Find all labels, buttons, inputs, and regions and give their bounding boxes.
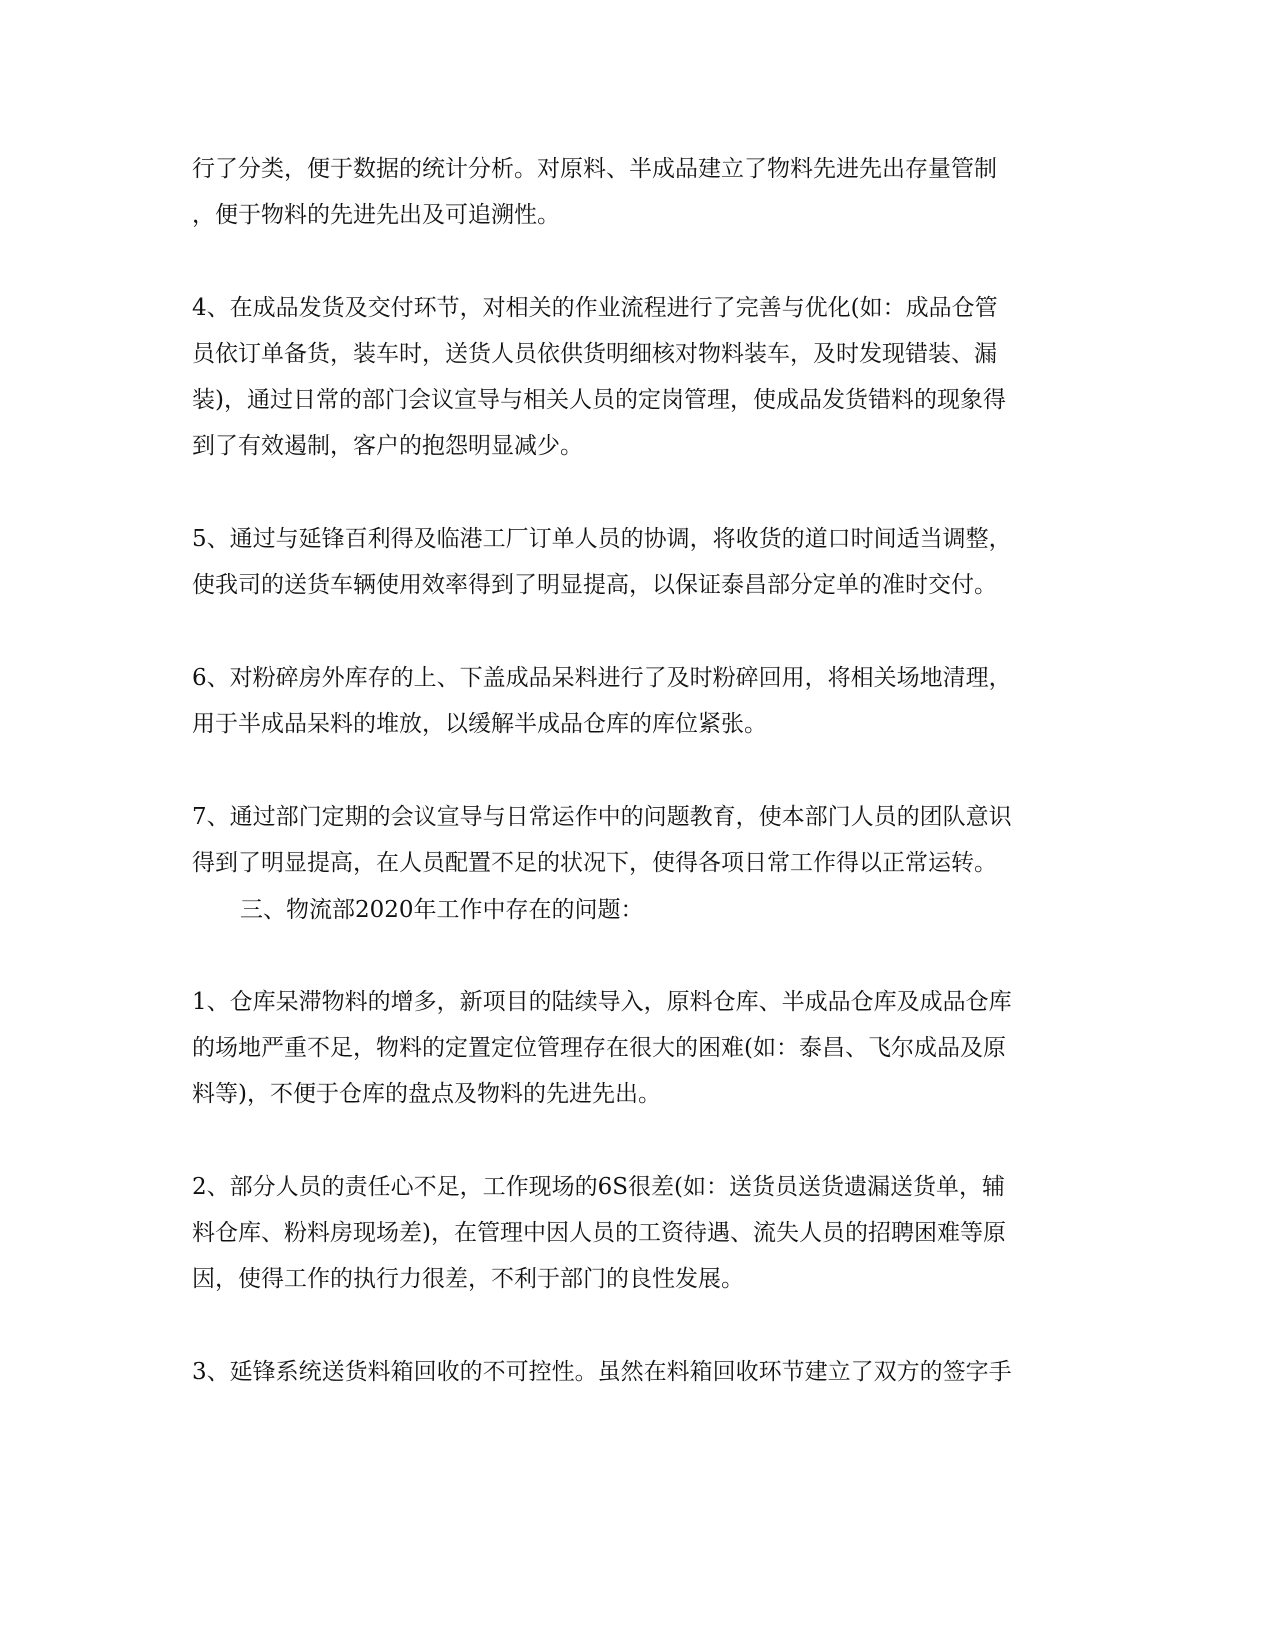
paragraph-line: 料仓库、粉料房现场差)，在管理中因人员的工资待遇、流失人员的招聘困难等原 [192, 1220, 1006, 1246]
paragraph-line: 因，使得工作的执行力很差，不利于部门的良性发展。 [192, 1266, 744, 1292]
paragraph-line: 到了有效遏制，客户的抱怨明显减少。 [192, 433, 583, 459]
paragraph-line: 装)，通过日常的部门会议宣导与相关人员的定岗管理，使成品发货错料的现象得 [192, 387, 1006, 413]
paragraph-line: 4、在成品发货及交付环节，对相关的作业流程进行了完善与优化(如：成品仓管 [192, 295, 998, 321]
paragraph-line: 使我司的送货车辆使用效率得到了明显提高，以保证泰昌部分定单的准时交付。 [192, 572, 997, 598]
paragraph-line: 料等)，不便于仓库的盘点及物料的先进先出。 [192, 1081, 661, 1107]
paragraph-line: ，便于物料的先进先出及可追溯性。 [192, 202, 560, 228]
paragraph-line: 7、通过部门定期的会议宣导与日常运作中的问题教育，使本部门人员的团队意识 [192, 804, 1012, 830]
paragraph-line: 的场地严重不足，物料的定置定位管理存在很大的困难(如：泰昌、飞尔成品及原 [192, 1035, 1006, 1061]
paragraph-line: 1、仓库呆滞物料的增多，新项目的陆续导入，原料仓库、半成品仓库及成品仓库 [192, 989, 1012, 1015]
paragraph-line: 2、部分人员的责任心不足，工作现场的6S很差(如：送货员送货遗漏送货单，辅 [192, 1174, 1005, 1200]
paragraph-line: 用于半成品呆料的堆放，以缓解半成品仓库的库位紧张。 [192, 711, 767, 737]
paragraph-line: 行了分类，便于数据的统计分析。对原料、半成品建立了物料先进先出存量管制 [192, 156, 997, 182]
paragraph-line: 3、延锋系统送货料箱回收的不可控性。虽然在料箱回收环节建立了双方的签字手 [192, 1359, 1012, 1385]
paragraph-line: 5、通过与延锋百利得及临港工厂订单人员的协调，将收货的道口时间适当调整， [192, 526, 1012, 552]
paragraph-line: 6、对粉碎房外库存的上、下盖成品呆料进行了及时粉碎回用，将相关场地清理， [192, 665, 1012, 691]
paragraph-line: 员依订单备货，装车时，送货人员依供货明细核对物料装车，及时发现错装、漏 [192, 341, 997, 367]
paragraph-line: 得到了明显提高，在人员配置不足的状况下，使得各项日常工作得以正常运转。 [192, 850, 997, 876]
section-heading: 三、物流部2020年工作中存在的问题： [240, 897, 644, 923]
